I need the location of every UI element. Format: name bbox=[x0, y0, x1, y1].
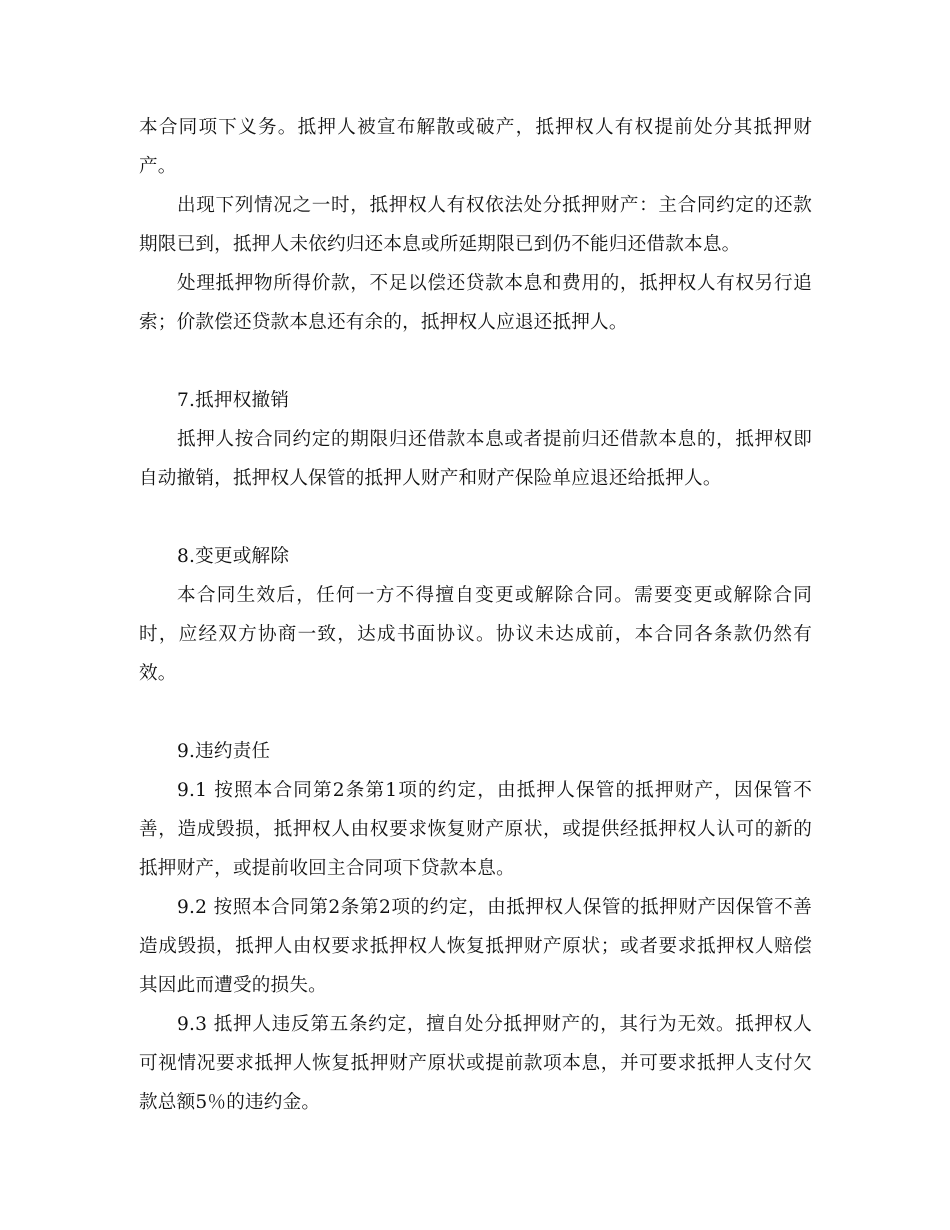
section-heading-liability: 9.违约责任 bbox=[177, 741, 271, 762]
section-spacer bbox=[139, 498, 812, 537]
paragraph-disposal-conditions: 出现下列情况之一时，抵押权人有权依法处分抵押财产：主合同约定的还款期限已到，抵押人未依约归还本息或所延期限已到仍不能归还借款本息。 bbox=[139, 195, 812, 255]
section-9 bbox=[139, 732, 812, 1122]
section-7-paragraph: 抵押人按合同约定的期限归还借款本息或者提前归还借款本息的，抵押权即自动撤销，抵押权人保管的抵押人财产和财产保险单应退还给抵押人。 bbox=[139, 429, 812, 489]
section-spacer bbox=[139, 342, 812, 381]
clause-9-1: 9.1 按照本合同第2条第1项的约定，由抵押人保管的抵押财产，因保管不善，造成毁损，抵押权人由权要求恢复财产原状，或提供经抵押权人认可的新的抵押财产，或提前收回主合同项下贷款本息。 bbox=[139, 780, 812, 879]
document-page bbox=[139, 108, 812, 1122]
paragraph-proceeds-handling: 处理抵押物所得价款，不足以偿还贷款本息和费用的，抵押权人有权另行追索；价款偿还贷款本息还有余的，抵押权人应退还抵押人。 bbox=[139, 273, 812, 333]
section-7 bbox=[139, 381, 812, 498]
clause-9-2: 9.2 按照本合同第2条第2项的约定，由抵押权人保管的抵押财产因保管不善造成毁损，抵押人由权要求抵押权人恢复抵押财产原状；或者要求抵押权人赔偿其因此而遭受的损失。 bbox=[139, 897, 812, 996]
section-8 bbox=[139, 537, 812, 693]
clause-9-3: 9.3 抵押人违反第五条约定，擅自处分抵押财产的，其行为无效。抵押权人可视情况要求抵押人恢复抵押财产原状或提前款项本息，并可要求抵押人支付欠款总额5％的违约金。 bbox=[139, 1014, 812, 1113]
paragraph-obligation-bankruptcy: 本合同项下义务。抵押人被宣布解散或破产，抵押权人有权提前处分其抵押财产。 bbox=[139, 117, 812, 177]
section-8-paragraph: 本合同生效后，任何一方不得擅自变更或解除合同。需要变更或解除合同时，应经双方协商一致，达成书面协议。协议未达成前，本合同各条款仍然有效。 bbox=[139, 585, 812, 684]
section-heading-modification: 8.变更或解除 bbox=[177, 546, 290, 567]
intro-block bbox=[139, 108, 812, 342]
section-heading-revocation: 7.抵押权撤销 bbox=[177, 390, 290, 411]
section-spacer bbox=[139, 693, 812, 732]
